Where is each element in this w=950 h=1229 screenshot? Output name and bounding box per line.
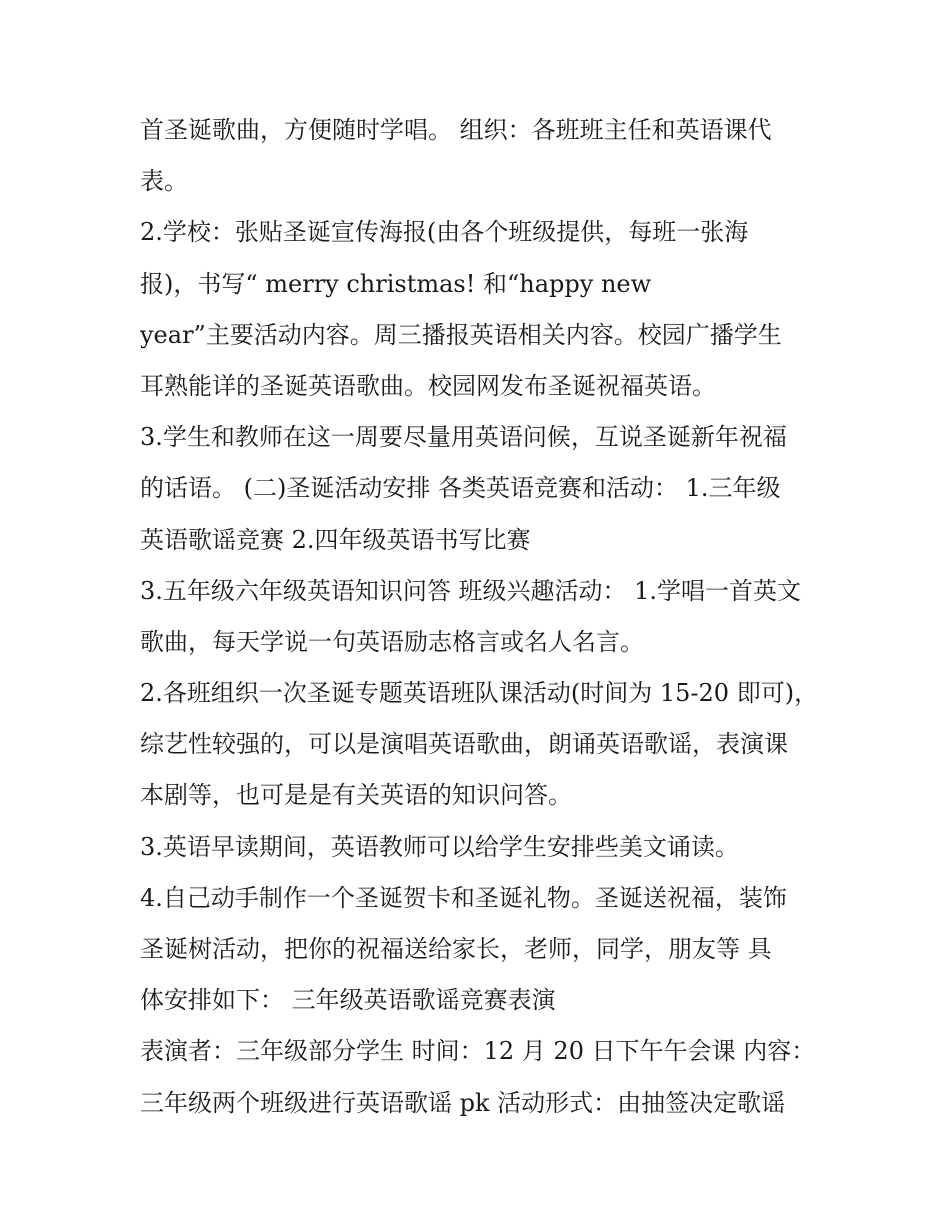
text-line: 体安排如下： 三年级英语歌谣竞赛表演 (140, 986, 556, 1015)
text-line: 耳熟能详的圣诞英语歌曲。校园网发布圣诞祝福英语。 (140, 371, 716, 400)
text-line: 歌曲，每天学说一句英语励志格言或名人名言。 (140, 627, 644, 656)
text-line: 英语歌谣竞赛 2.四年级英语书写比赛 (140, 525, 531, 554)
text-line: year”主要活动内容。周三播报英语相关内容。校园广播学生 (140, 320, 782, 349)
body-text (140, 112, 820, 1136)
text-line: 4.自己动手制作一个圣诞贺卡和圣诞礼物。圣诞送祝福，装饰 (140, 883, 787, 912)
text-line: 3.学生和教师在这一周要尽量用英语问候，互说圣诞新年祝福 (140, 423, 787, 452)
text-line: 报)，书写“ merry christmas! 和“happy new (140, 269, 652, 298)
text-line: 本剧等，也可是是有关英语的知识问答。 (140, 781, 572, 810)
text-line: 圣诞树活动，把你的祝福送给家长，老师，同学，朋友等 具 (140, 935, 772, 963)
text-line: 3.五年级六年级英语知识问答 班级兴趣活动： 1.学唱一首英文 (140, 576, 802, 605)
text-line: 3.英语早读期间，英语教师可以给学生安排些美文诵读。 (140, 832, 739, 861)
text-line: 的话语。 (二)圣诞活动安排 各类英语竞赛和活动： 1.三年级 (140, 474, 781, 503)
text-line: 2.各班组织一次圣诞专题英语班队课活动(时间为 15-20 即可)， (140, 679, 819, 708)
text-line: 表。 (140, 167, 188, 196)
text-line: 2.学校：张贴圣诞宣传海报(由各个班级提供，每班一张海 (140, 218, 749, 247)
text-line: 综艺性较强的，可以是演唱英语歌曲，朗诵英语歌谣，表演课 (140, 730, 788, 759)
text-line: 首圣诞歌曲，方便随时学唱。 组织：各班班主任和英语课代 (140, 116, 772, 144)
text-line: 表演者：三年级部分学生 时间：12 月 20 日下午午会课 内容： (140, 1037, 816, 1066)
text-line: 三年级两个班级进行英语歌谣 pk 活动形式：由抽签决定歌谣 (140, 1088, 786, 1117)
